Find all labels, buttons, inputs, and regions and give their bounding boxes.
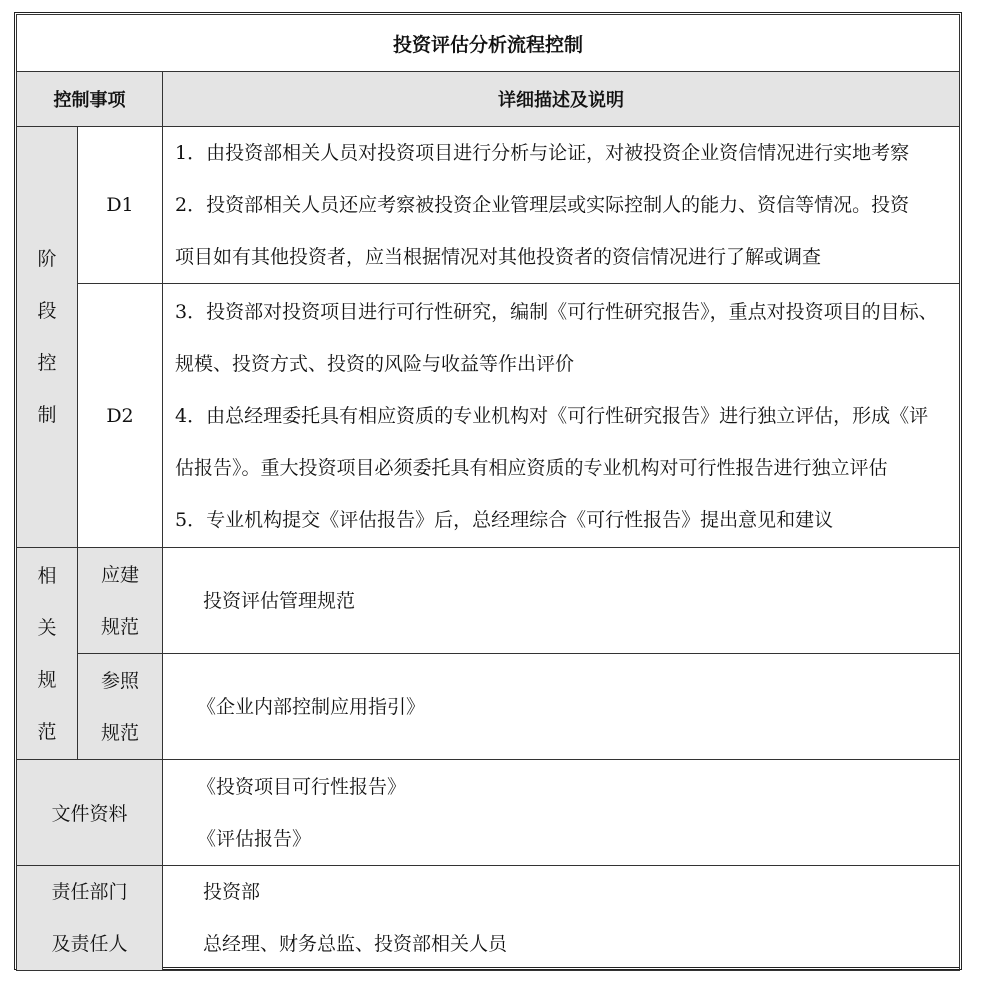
related-label-char: 关 xyxy=(37,616,57,639)
description-line: 5．专业机构提交《评估报告》后，总经理综合《可行性报告》提出意见和建议 xyxy=(175,508,834,531)
header-description: 详细描述及说明 xyxy=(163,72,960,127)
stage-label-char: 段 xyxy=(37,300,57,322)
should-label-line: 应建 xyxy=(100,563,139,586)
description-line: 4．由总经理委托具有相应资质的专业机构对《可行性研究报告》进行独立评估，形成《评 xyxy=(175,404,929,427)
stage-d2-row xyxy=(17,284,960,548)
document-item: 《投资项目可行性报告》 xyxy=(197,775,407,798)
title-row xyxy=(17,15,960,72)
documents-label: 文件资料 xyxy=(17,760,163,866)
stage-label-char: 控 xyxy=(37,352,57,374)
related-label-char: 范 xyxy=(37,720,57,743)
description-line: 2．投资部相关人员还应考察被投资企业管理层或实际控制人的能力、资信等情况。投资 xyxy=(175,194,910,216)
stage-d2-description xyxy=(163,284,960,548)
description-line: 项目如有其他投资者，应当根据情况对其他投资者的资信情况进行了解或调查 xyxy=(175,246,822,268)
reference-norms-value: 《企业内部控制应用指引》 xyxy=(163,654,960,760)
responsibility-item: 总经理、财务总监、投资部相关人员 xyxy=(203,933,508,955)
responsibility-label-line: 责任部门 xyxy=(51,881,128,903)
stage-label-char: 制 xyxy=(37,404,57,426)
header-row xyxy=(17,72,960,127)
reference-label-line: 参照 xyxy=(100,669,139,692)
responsibility-label xyxy=(17,866,163,971)
reference-norms-label xyxy=(78,654,163,760)
stage-label-char: 阶 xyxy=(37,248,57,270)
should-norms-value: 投资评估管理规范 xyxy=(163,548,960,654)
should-label-line: 规范 xyxy=(100,615,139,638)
responsibility-row xyxy=(17,866,960,971)
stage-d1-row xyxy=(17,127,960,284)
responsibility-item: 投资部 xyxy=(203,881,261,903)
should-norms-label xyxy=(78,548,163,654)
related-reference-row xyxy=(17,654,960,760)
related-label-char: 规 xyxy=(37,668,57,691)
reference-label-line: 规范 xyxy=(100,721,139,744)
stage-d1-description xyxy=(163,127,960,284)
related-norms-label xyxy=(17,548,78,760)
header-control-items: 控制事项 xyxy=(17,72,163,127)
description-line: 1．由投资部相关人员对投资项目进行分析与论证，对被投资企业资信情况进行实地考察 xyxy=(175,142,910,164)
related-should-row xyxy=(17,548,960,654)
responsibility-list xyxy=(163,866,960,971)
table-title: 投资评估分析流程控制 xyxy=(17,15,960,72)
responsibility-label-line: 及责任人 xyxy=(51,933,128,955)
control-table xyxy=(16,14,960,971)
description-line: 3．投资部对投资项目进行可行性研究，编制《可行性研究报告》，重点对投资项目的目标、 xyxy=(175,300,938,323)
documents-list xyxy=(163,760,960,866)
description-line: 规模、投资方式、投资的风险与收益等作出评价 xyxy=(175,352,575,375)
stage-control-label xyxy=(17,127,78,548)
description-line: 估报告》。重大投资项目必须委托具有相应资质的专业机构对可行性报告进行独立评估 xyxy=(175,456,888,479)
stage-code-d1: D1 xyxy=(78,127,163,284)
document-item: 《评估报告》 xyxy=(197,827,312,850)
stage-code-d2: D2 xyxy=(78,284,163,548)
documents-row xyxy=(17,760,960,866)
related-label-char: 相 xyxy=(37,564,57,587)
